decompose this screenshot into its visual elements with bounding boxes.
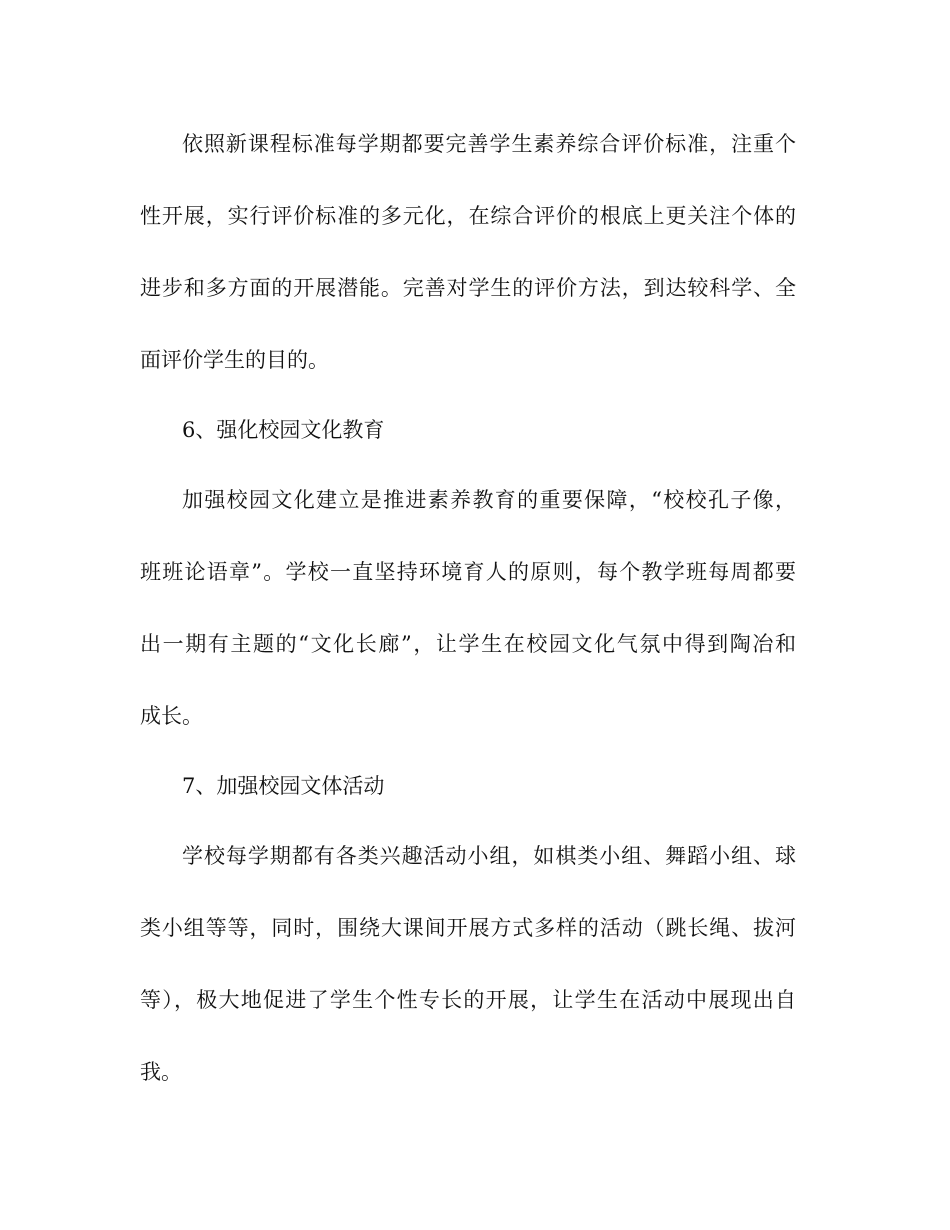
paragraph-line: 出一期有主题的“文化长廊”，让学生在校园文化气氛中得到陶冶和 xyxy=(140,632,796,656)
paragraph-line: 性开展，实行评价标准的多元化，在综合评价的根底上更关注个体的 xyxy=(140,204,796,228)
paragraph-line: 依照新课程标准每学期都要完善学生素养综合评价标准，注重个 xyxy=(182,132,796,156)
document-body xyxy=(140,108,796,1108)
paragraph-line: 面评价学生的目的。 xyxy=(140,348,329,372)
paragraph-line: 等），极大地促进了学生个性专长的开展，让学生在活动中展现出自 xyxy=(140,988,796,1012)
section-heading: 6、强化校园文化教育 xyxy=(182,418,385,442)
paragraph-line: 加强校园文化建立是推进素养教育的重要保障，“校校孔子像， xyxy=(182,488,796,512)
paragraph-line: 班班论语章”。学校一直坚持环境育人的原则，每个教学班每周都要 xyxy=(140,560,796,584)
paragraph-line: 我。 xyxy=(140,1060,182,1084)
paragraph-line: 进步和多方面的开展潜能。完善对学生的评价方法，到达较科学、全 xyxy=(140,276,796,300)
section-heading: 7、加强校园文体活动 xyxy=(182,774,385,798)
paragraph-line: 类小组等等，同时，围绕大课间开展方式多样的活动（跳长绳、拔河 xyxy=(140,916,796,940)
paragraph-line: 学校每学期都有各类兴趣活动小组，如棋类小组、舞蹈小组、球 xyxy=(182,844,796,868)
paragraph-line: 成长。 xyxy=(140,704,203,728)
